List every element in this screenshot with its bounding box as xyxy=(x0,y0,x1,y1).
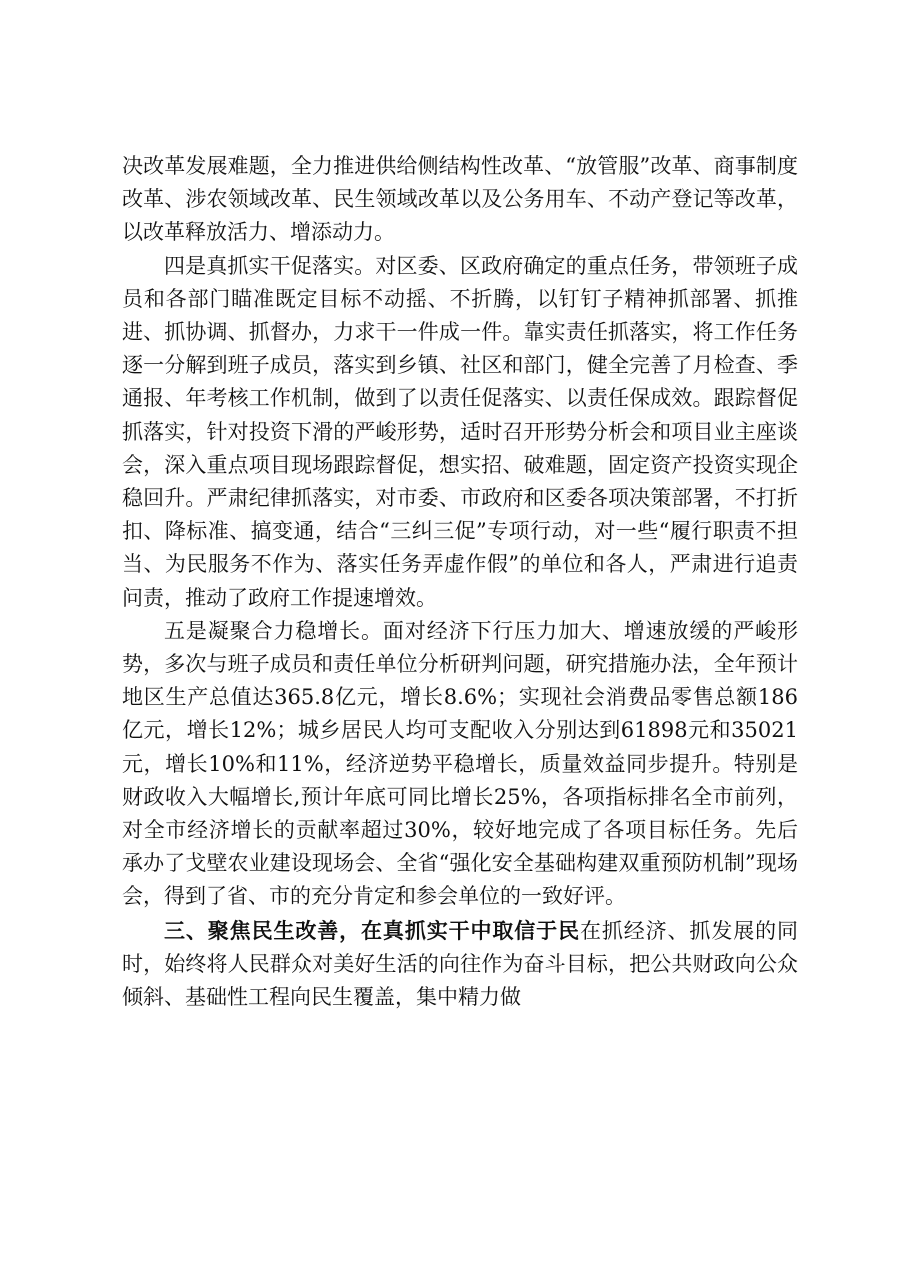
document-body xyxy=(122,150,798,1014)
section-body-text: 在抓经济、抓发展的同时，始终将人民群众对美好生活的向往作为奋斗目标，把公共财政向公众倾斜、基础性工程向民生覆盖，集中精力做 xyxy=(122,918,799,1010)
paragraph-2: 四是真抓实干促落实。对区委、区政府确定的重点任务，带领班子成员和各部门瞄准既定目标不动摇、不折腾，以钉钉子精神抓部署、抓推进、抓协调、抓督办，力求干一件成一件。靠实责任抓落实，将工作任务逐一分解到班子成员，落实到乡镇、社区和部门，健全完善了月检查、季通报、年考核工作机制，做到了以责任促落实、以责任保成效。跟踪督促抓落实，针对投资下滑的严峻形势，适时召开形势分析会和项目业主座谈会，深入重点项目现场跟踪督促，想实招、破难题，固定资产投资实现企稳回升。严肃纪律抓落实，对市委、市政府和区委各项决策部署，不打折扣、降标准、搞变通，结合“三纠三促”专项行动，对一些“履行职责不担当、为民服务不作为、落实任务弄虚作假”的单位和各人，严肃进行追责问责，推动了政府工作提速增效。 xyxy=(122,253,798,610)
paragraph-4 xyxy=(122,914,798,1015)
paragraph-1: 决改革发展难题，全力推进供给侧结构性改革、“放管服”改革、商事制度改革、涉农领域改革、民生领域改革以及公务用车、不动产登记等改革，以改革释放活力、增添动力。 xyxy=(122,154,798,245)
paragraph-3: 五是凝聚合力稳增长。面对经济下行压力加大、增速放缓的严峻形势，多次与班子成员和责任单位分析研判问题，研究措施办法，全年预计地区生产总值达365.8亿元，增长8.6%；实现社会消费品零售总额186亿元，增长12%；城乡居民人均可支配收入分别达到61898元和35021元，增长10%和11%，经济逆势平稳增长，质量效益同步提升。特别是财政收入大幅增长,预计年底可同比增长25%，各项指标排名全市前列，对全市经济增长的贡献率超过30%，较好地完成了各项目标任务。先后承办了戈壁农业建设现场会、全省“强化安全基础构建双重预防机制”现场会，得到了省、市的充分肯定和参会单位的一致好评。 xyxy=(122,618,798,909)
section-heading: 三、聚焦民生改善，在真抓实干中取信于民 xyxy=(164,917,580,943)
